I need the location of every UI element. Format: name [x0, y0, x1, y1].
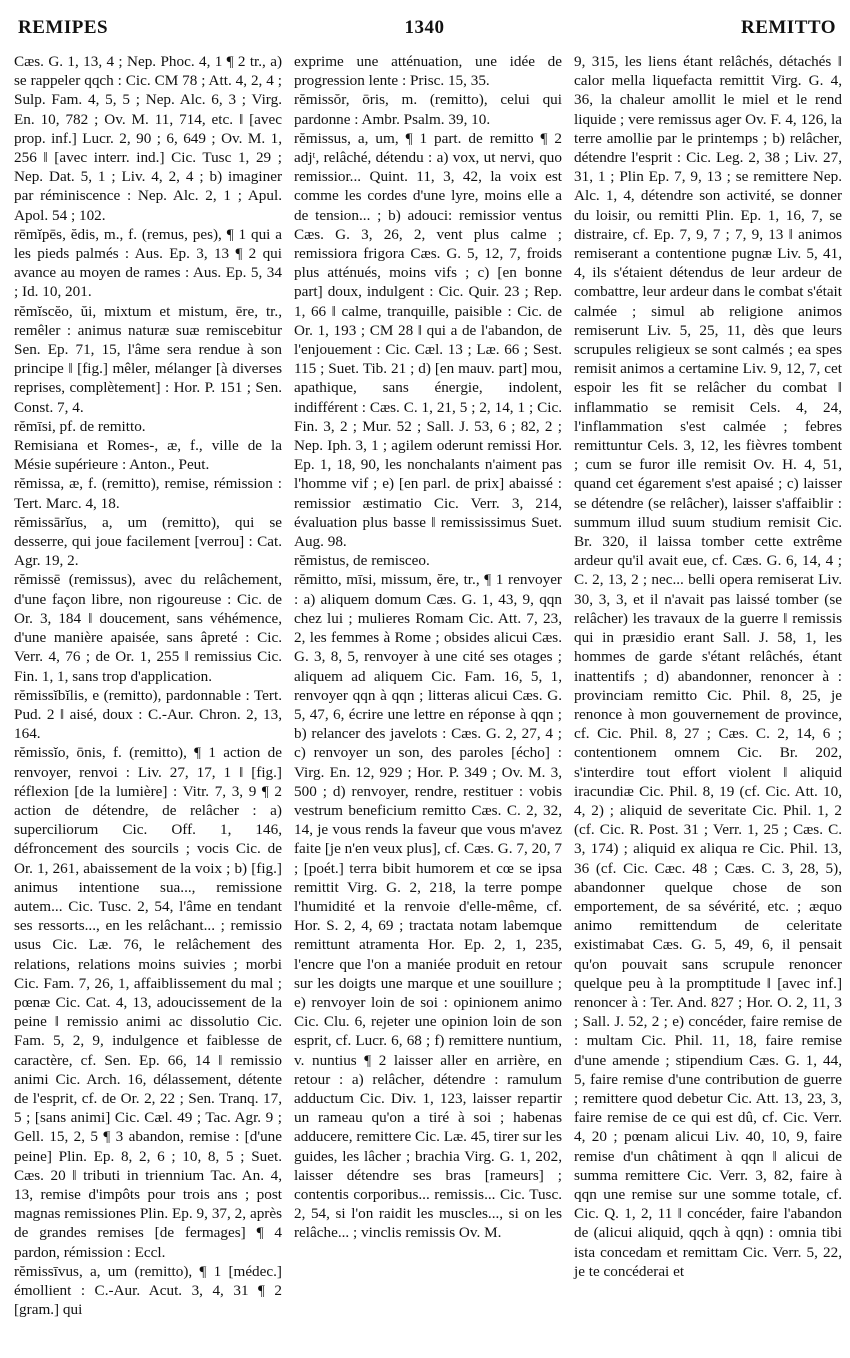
- dictionary-entry: rĕmissus, a, um, ¶ 1 part. de remitto ¶ 2 adjᵗ, relâché, détendu : a) vox, ut nervi, quo remissior... Quint. 11, 3, 42, la voix est comme les cordes d'une lyre, moins elle a de tension... ; b) adouci: remissior ventus Cæs. G. 3, 26, 2, vent plus calme ; remissiora frigora Cæs. G. 5, 12, 7, froids plus atténués, moins vifs ; c) [en bonne part] doux, indulgent : Cic. Quir. 23 ; Rep. 1, 66 ‖ calme, tranquille, paisible : Cic. de Or. 1, 193 ; CM 28 ‖ qui a de l'abandon, de l'enjouement : Cic. Cæl. 13 ; Læ. 66 ; Sest. 115 ; Suet. Tib. 21 ; d) [en mauv. part] mou, apathique, sans énergie, indolent, indifférent : Cæs. C. 1, 21, 5 ; 2, 14, 1 ; Cic. Fin. 3, 2 ; Mur. 52 ; Sall. J. 53, 6 ; 82, 2 ; Nep. Iph. 3, 1 ; agilem oderunt remissi Hor. Ep. 1, 18, 90, les nonchalants n'aiment pas l'homme vif ; e) [en parl. de prix] abaissé : remissior æstimatio Cic. Verr. 3, 214, évaluation plus basse ‖ remississimus Suet. Aug. 98.: [294, 129, 566, 551]
- dictionary-entry: rĕmīsi, pf. de remitto.: [14, 417, 146, 435]
- dictionary-entry: rĕmissĭo, ōnis, f. (remitto), ¶ 1 action de renvoyer, renvoi : Liv. 27, 17, 1 ‖ [fig.] réflexion [de la lumière] : Vitr. 7, 3, 9 ¶ 2 action de détendre, de relâcher : a) superciliorum Cic. Off. 1, 146, défroncement des sourcils ; vocis Cic. de Or. 1, 261, abaissement de la voix ; b) [fig.] animus intentione sua..., remissione autem... Cic. Tusc. 2, 54, l'âme en tendant ses ressorts..., en les relâchant... ; remissio usus Cic. Læ. 76, le relâchement des relations, relations moins suivies ; morbi Cic. Fam. 7, 26, 1, affaiblissement du mal ; pœnæ Cic. Cat. 4, 13, adoucissement de la peine ‖ remissio animi ac dissolutio Cic. Fam. 5, 2, 9, indulgence et faiblesse de caractère, cf. Sen. Ep. 66, 14 ‖ remissio animi Cic. Arch. 16, délassement, détente de l'esprit, cf. de Or. 2, 22 ; Sen. Tranq. 17, 5 ; [sans animi] Cic. Cæl. 49 ; Tac. Agr. 9 ; Gell. 15, 2, 5 ¶ 3 abandon, remise : [d'une peine] Plin. Ep. 8, 2, 6 ; 10, 8, 5 ; Suet. Cæs. 20 ‖ tributi in triennium Tac. An. 4, 13, remise d'impôts pour trois ans ; post magnas remissiones Plin. Ep. 9, 37, 2, après de grandes remises [de fermages] ¶ 4 pardon, rémission : Eccl.: [14, 744, 286, 1261]
- text-columns: [14, 52, 846, 1352]
- page-header: [18, 12, 836, 44]
- dictionary-entry: rĕmissa, æ, f. (remitto), remise, rémission : Tert. Marc. 4, 18.: [14, 475, 286, 512]
- dictionary-entry: Cæs. G. 1, 13, 4 ; Nep. Phoc. 4, 1 ¶ 2 tr., a) se rappeler qqch : Cic. CM 78 ; Att. 4, 2, 4 ; Sulp. Fam. 4, 5, 5 ; Nep. Alc. 6, 3 ; Virg. En. 10, 782 ; Ov. M. 11, 714, etc. ‖ [avec prop. inf.] Lucr. 2, 90 ; 6, 649 ; Ov. M. 1, 256 ‖ [avec interr. ind.] Cic. Tusc 1, 29 ; Nep. Dat. 5, 1 ; Liv. 4, 2, 4 ; b) imaginer par réminiscence : Nep. Alc. 2, 1 ; Apul. Apol. 54 ; 102.: [14, 53, 286, 224]
- dictionary-entry: rēmĭpēs, ĕdis, m., f. (remus, pes), ¶ 1 qui a les pieds palmés : Aus. Ep. 3, 13 ¶ 2 qui avance au moyen de rames : Aus. Ep. 5, 34 ; Id. 10, 201.: [14, 225, 286, 301]
- dictionary-entry: 9, 315, les liens étant relâchés, détachés ‖ calor mella liquefacta remittit Virg. G. 4, 36, la chaleur amollit le miel et le rend liquide ; vere remissus ager Ov. F. 4, 126, la terre amollie par le printemps ; b) relâcher, détendre l'esprit : Cic. Leg. 2, 38 ; Liv. 27, 31, 1 ; Plin Ep. 7, 9, 13 ; se remittere Nep. Alc. 1, 4, détendre son activité, se donner du loisir, ou remitti Plin. Ep. 1, 16, 7, se distraire, cf. Ep. 7, 9, 7 ; 7, 9, 13 ‖ animos remiserant a contentione pugnæ Liv. 5, 41, 4, ils s'étaient détendus de leur ardeur de combattre, leur ardeur dans le combat s'était calmée ; simul ab religione animos remiserunt Liv. 5, 25, 11, dès que leurs scrupules religieux se sont calmés ; ea spes remisit animos a certamine Liv. 9, 12, 7, cet espoir les fit se relâcher du combat ‖ inflammatio se remisit Cels. 4, 24, l'inflammation s'est calmée ; febres remittuntur Cels. 3, 12, les fièvres tombent ; cum se furor ille remisit Ov. H. 4, 51, quand cet égarement s'est apaisé ; c) laisser se détendre (se relâcher), laisser s'affaiblir : summum illud suum studium remisit Cic. Br. 320, il laissa tomber cette extrême ardeur qu'il avait eue, cf. Cæs. G. 6, 14, 4 ; C. 2, 13, 2 ; nec... belli opera remiserat Liv. 30, 3, 3, et il n'avait pas laissé tomber (se relâcher) les travaux de la guerre ‖ remissis qui in præsidio erant Sall. J. 58, 1, les hommes de garde s'étant relâchés, étant inattentifs ; d) abandonner, renoncer à : provinciam remitto Cic. Phil. 8, 25, je renonce à mon gouvernement de province, cf. Cic. Phil. 8, 27 ; Cæs. C. 2, 14, 6 ; contentionem omnem Cic. Br. 202, s'interdire tout effort violent ‖ aliquid iracundiæ Cic. Phil. 8, 19 (cf. Cic. Att. 10, 4, 2) ; aliquid de severitate Cic. Phil. 1, 2 (cf. Cic. R. Post. 31 ; Verr. 1, 25 ; Cæs. C. 3, 174) ; aliquid ex aliqua re Cic. Phil. 13, 36 (cf. Cic. Cæc. 48 ; Cæs. C. 3, 28, 5), abandonner quelque chose de son emportement, de sa sévérité, etc. ; æquo animo remittendum de celeritate existimabat Cæs. G. 5, 49, 6, il pensait qu'on pouvait sans scrupule renoncer quelque peu à la promptitude ‖ [avec inf.] renoncer à : Ter. And. 827 ; Hor. O. 2, 11, 3 ; Sall. J. 52, 2 ; e) concéder, faire remise de : multam Cic. Phil. 11, 18, faire remise d'une amende ; stipendium Cæs. G. 1, 44, 5, faire remise d'une contribution de guerre ; remittere quod debetur Cic. Att. 13, 23, 3, faire remise de ce qui est dû, cf. Cic. Verr. 4, 20 ; pœnam alicui Liv. 40, 10, 9, faire remise d'un châtiment à qqn ‖ alicui de summa remittere Cic. Verr. 3, 82, faire à qqn une remise sur une somme totale, cf. Cic. Q. 1, 2, 11 ‖ concéder, faire l'abandon de (alicui aliquid, qqch à qqn) : omnia tibi ista concedam et remittam Cic. Verr. 5, 22, je te concéderai et: [574, 53, 846, 1280]
- dictionary-entry: Remisiana et Romes-, æ, f., ville de la Mésie supérieure : Anton., Peut.: [14, 437, 286, 474]
- page-number: 1340: [404, 17, 445, 38]
- dictionary-entry: rĕmĭscĕo, ŭi, mixtum et mistum, ēre, tr., remêler : animus naturæ suæ remiscebitur Sen. Ep. 71, 15, l'âme sera rendue à son principe ‖ [fig.] mêler, mélanger [à diverses reprises, complètement] : Hor. P. 151 ; Sen. Const. 7, 4.: [14, 302, 286, 416]
- left-guide-word: REMIPES: [18, 17, 109, 38]
- dictionary-entry: rĕmissīvus, a, um (remitto), ¶ 1 [médec.] émollient : C.-Aur. Acut. 3, 4, 31 ¶ 2 [gram.] qui: [14, 1262, 286, 1319]
- dictionary-entry: rĕmissŏr, ōris, m. (remitto), celui qui pardonne : Ambr. Psalm. 39, 10.: [294, 91, 566, 128]
- dictionary-entry: rĕmissĭbĭlis, e (remitto), pardonnable : Tert. Pud. 2 ‖ aisé, doux : C.-Aur. Chron. 2, 13, 164.: [14, 686, 286, 743]
- dictionary-entry: rĕmitto, mīsi, missum, ĕre, tr., ¶ 1 renvoyer : a) aliquem domum Cæs. G. 1, 43, 9, qqn chez lui ; mulieres Romam Cic. Att. 7, 23, 2, les femmes à Rome ; obsides alicui Cæs. G. 3, 8, 5, renvoyer à une cité ses otages ; aliquem ad aliquem Cic. Fam. 16, 5, 1, renvoyer qqn à qqn ; litteras alicui Cæs. G. 5, 47, 6, écrire une lettre en réponse à qqn ; b) relancer des javelots : Cæs. G. 2, 27, 4 ; c) renvoyer un son, des paroles [écho] : Virg. En. 12, 929 ; Hor. P. 349 ; Ov. M. 3, 500 ; d) renvoyer, rendre, restituer : vobis vestrum beneficium remitto Cæs. C. 2, 32, 14, je vous rends la faveur que vous m'avez faite [je n'en veux plus], cf. Cæs. G. 7, 20, 7 ; [poét.] terra bibit humorem et cœ se ipsa remittit Virg. G. 2, 218, la terre pompe l'humidité et la renvoie d'elle-même, cf. Hor. S. 2, 4, 69 ; tractata notam labemque remittunt atramenta Hor. Ep. 2, 1, 235, l'encre que l'on a maniée produit en retour sur les doigts une marque et une souillure ; e) renvoyer loin de soi : opinionem animo Cic. Clu. 6, rejeter une opinion loin de son esprit, cf. Lucr. 6, 68 ; f) remittere nuntium, v. nuntius ¶ 2 laisser aller en arrière, en retour : a) relâcher, détendre : ramulum adductum Cic. Div. 1, 123, laisser repartir un rameau qu'on a tiré à soi ; habenas adducere, remittere Cic. Læ. 45, tirer sur les guides, les lâcher ; brachia Virg. G. 1, 202, laisser détendre ses bras [rameurs] ; contentis corporibus... remissis... Cic. Tusc. 2, 54, si l'on raidit les muscles..., si on les relâche... ; vinclis remissis Ov. M.: [294, 571, 566, 1242]
- right-guide-word: REMITTO: [740, 17, 836, 38]
- dictionary-entry: exprime une atténuation, une idée de progression lente : Prisc. 15, 35.: [294, 53, 566, 90]
- column-3: [574, 52, 846, 1352]
- dictionary-entry: rĕmissē (remissus), avec du relâchement, d'une façon libre, non rigoureuse : Cic. de Or. 3, 184 ‖ doucement, sans véhémence, d'une manière apaisée, sans âpreté : Cic. Verr. 4, 76 ; de Or. 1, 255 ‖ remissius Cic. Fin. 1, 1, sans trop d'application.: [14, 571, 286, 685]
- column-2: [294, 52, 566, 1352]
- dictionary-entry: rĕmistus, de remisceo.: [294, 552, 430, 570]
- column-1: [14, 52, 286, 1352]
- dictionary-entry: rĕmissārĭus, a, um (remitto), qui se desserre, qui joue facilement [verrou] : Cat. Agr. 19, 2.: [14, 513, 286, 570]
